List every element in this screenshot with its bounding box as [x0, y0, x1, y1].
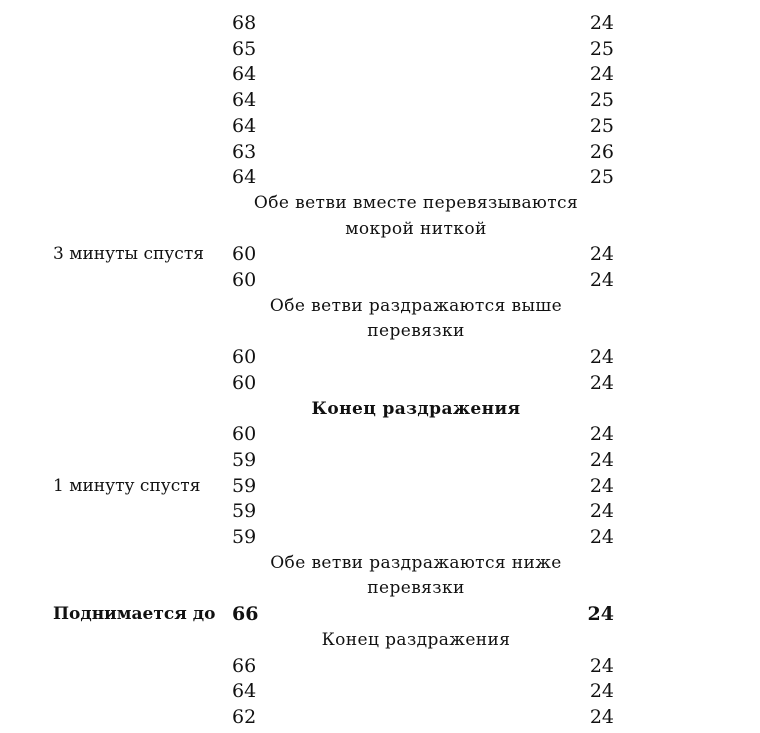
caption-text: перевязки — [367, 578, 465, 599]
value-col-1: 64 — [232, 114, 257, 137]
table-row — [0, 87, 760, 113]
table-row — [0, 370, 760, 396]
value-col-1: 64 — [232, 680, 257, 703]
value-col-2: 25 — [589, 166, 614, 189]
value-col-2: 24 — [589, 423, 614, 446]
value-col-1: 66 — [232, 603, 259, 626]
value-col-1: 68 — [232, 12, 257, 34]
caption-line — [0, 318, 760, 344]
value-col-1: 65 — [232, 37, 257, 60]
value-col-2: 24 — [589, 12, 614, 34]
value-col-2: 24 — [589, 63, 614, 86]
value-col-2: 24 — [589, 526, 614, 548]
table-row — [0, 447, 760, 473]
table-row — [0, 704, 760, 730]
value-col-2: 24 — [589, 243, 614, 266]
table-row — [0, 498, 760, 524]
value-col-2: 25 — [589, 37, 614, 60]
caption-line — [0, 190, 760, 216]
value-col-2: 24 — [589, 705, 614, 728]
table-row — [0, 421, 760, 447]
value-col-2: 24 — [587, 603, 614, 626]
caption-text: мокрой ниткой — [345, 218, 487, 239]
value-col-1: 59 — [232, 500, 257, 523]
caption-line — [0, 550, 760, 576]
table-row — [0, 344, 760, 370]
caption-line — [0, 575, 760, 601]
value-col-2: 24 — [589, 680, 614, 703]
caption-text: Обе ветви раздражаются выше — [269, 295, 563, 316]
caption-text: Обе ветви вместе перевязываются — [253, 192, 579, 213]
value-col-2: 24 — [589, 448, 614, 471]
caption-text: Обе ветви раздражаются ниже — [270, 552, 562, 573]
value-col-2: 24 — [589, 654, 614, 677]
value-col-1: 66 — [232, 654, 257, 677]
caption-line — [0, 396, 760, 422]
row-label: Поднимается до — [53, 604, 216, 625]
value-col-1: 60 — [232, 269, 257, 291]
value-col-1: 59 — [232, 526, 257, 548]
value-col-1: 60 — [232, 371, 257, 394]
table-row — [0, 653, 760, 679]
value-col-1: 59 — [232, 448, 257, 471]
table-row — [0, 164, 760, 190]
value-col-1: 64 — [232, 89, 257, 112]
value-col-2: 24 — [589, 346, 614, 369]
caption-line — [0, 293, 760, 319]
caption-text: Конец раздражения — [311, 398, 521, 419]
table-row — [0, 267, 760, 293]
table-row — [0, 61, 760, 87]
value-col-1: 64 — [232, 63, 257, 86]
caption-text: перевязки — [367, 321, 465, 342]
value-col-1: 59 — [232, 474, 257, 497]
caption-line — [0, 216, 760, 242]
table-row — [0, 241, 760, 267]
table-row — [0, 113, 760, 139]
value-col-2: 24 — [589, 500, 614, 523]
value-col-2: 25 — [589, 114, 614, 137]
row-label: 3 минуты спустя — [53, 244, 204, 265]
table-row — [0, 10, 760, 36]
value-col-2: 24 — [589, 474, 614, 497]
table-row — [0, 139, 760, 165]
value-col-1: 63 — [232, 140, 257, 163]
table-row — [0, 36, 760, 62]
value-col-2: 24 — [589, 371, 614, 394]
value-col-2: 26 — [589, 140, 614, 163]
value-col-2: 24 — [589, 269, 614, 291]
table-row — [0, 678, 760, 704]
value-col-1: 60 — [232, 243, 257, 266]
caption-text: Конец раздражения — [321, 629, 511, 650]
value-col-1: 60 — [232, 346, 257, 369]
value-col-1: 64 — [232, 166, 257, 189]
value-col-1: 62 — [232, 705, 257, 728]
value-col-2: 25 — [589, 89, 614, 112]
row-label: 1 минуту спустя — [53, 475, 201, 496]
table-row — [0, 524, 760, 550]
table-row — [0, 473, 760, 499]
table-row — [0, 601, 760, 627]
value-col-1: 60 — [232, 423, 257, 446]
caption-line — [0, 627, 760, 653]
